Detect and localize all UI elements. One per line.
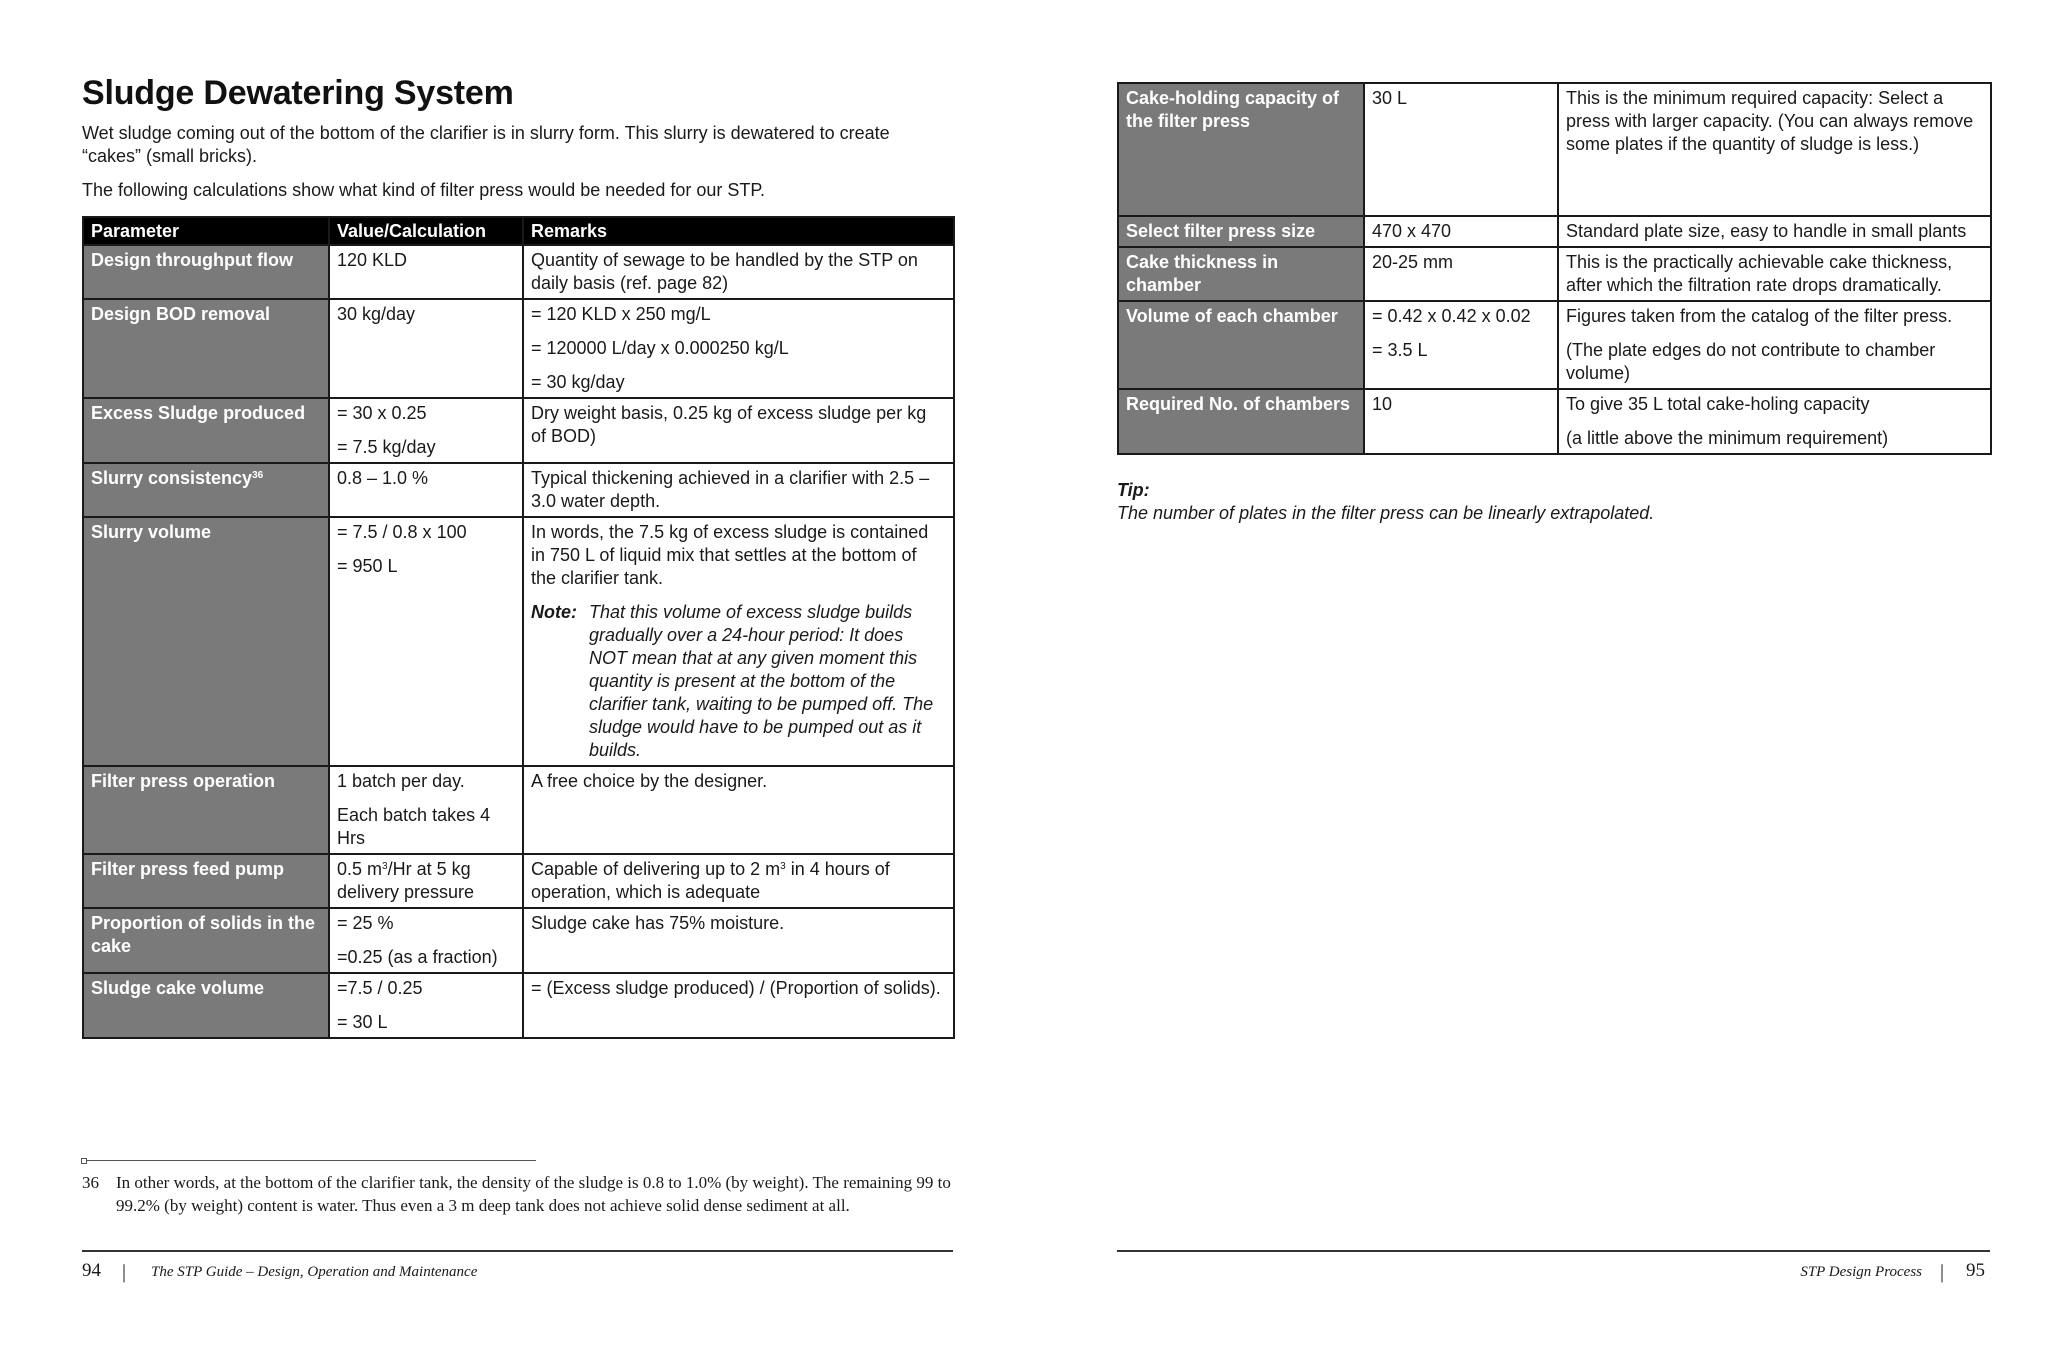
filter-press-sizing-table	[1117, 82, 1992, 455]
footer-divider	[1117, 1250, 1990, 1252]
remarks-part: Capable of delivering up to 2 m	[531, 859, 781, 879]
value-line: 120 KLD	[337, 250, 408, 270]
value-line: = 30 x 0.25	[337, 403, 427, 423]
table-row	[83, 766, 954, 854]
page-title: Sludge Dewatering System	[82, 74, 514, 112]
value-line: = 3.5 L	[1372, 340, 1428, 360]
table-row	[83, 973, 954, 1038]
value-part: /Hr at 5 kg delivery pressure	[337, 859, 475, 902]
table-row	[1118, 247, 1991, 301]
parameter-cell: Design BOD removal	[83, 299, 329, 398]
running-title: The STP Guide – Design, Operation and Maintenance	[151, 1264, 478, 1280]
note-text: That this volume of excess sludge builds gradually over a 24-hour period: It does NOT mean that at any given moment this quantity is present at the bottom of the clarifier tank, waiting to be pumped off. The sludge would have to be pumped out as it builds.	[589, 602, 934, 760]
remarks-cell	[523, 908, 954, 973]
value-cell	[329, 299, 523, 398]
remarks-line: To give 35 L total cake-holing capacity	[1566, 394, 1870, 414]
value-cell	[1364, 216, 1558, 247]
value-line: 1 batch per day.	[337, 771, 465, 791]
parameter-label: Slurry consistency	[91, 468, 253, 488]
value-line: =7.5 / 0.25	[337, 978, 423, 998]
value-line: 20-25 mm	[1372, 252, 1454, 272]
value-cell	[329, 245, 523, 299]
parameter-cell: Design throughput flow	[83, 245, 329, 299]
remarks-cell	[523, 398, 954, 463]
table-row	[83, 908, 954, 973]
table-row	[83, 398, 954, 463]
remarks-cell	[523, 973, 954, 1038]
remarks-line: Typical thickening achieved in a clarifier with 2.5 – 3.0 water depth.	[531, 468, 930, 511]
column-header: Parameter	[83, 217, 329, 245]
value-cell	[329, 973, 523, 1038]
value-line: = 950 L	[337, 556, 398, 576]
value-part: 0.5 m	[337, 859, 383, 879]
value-line: 0.8 – 1.0 %	[337, 468, 429, 488]
remarks-line: This is the practically achievable cake thickness, after which the filtration rate drops dramatically.	[1566, 252, 1953, 295]
value-line: = 25 %	[337, 913, 394, 933]
value-line: 470 x 470	[1372, 221, 1452, 241]
footnote-reference: 36	[252, 470, 264, 481]
value-line: = 30 L	[337, 1012, 388, 1032]
table-row	[83, 517, 954, 766]
remarks-cell	[523, 299, 954, 398]
tip-box	[1117, 479, 1654, 525]
value-cell	[1364, 83, 1558, 216]
superscript: 3	[382, 861, 388, 872]
tip-label: Tip:	[1117, 480, 1150, 500]
footer-separator: |	[1940, 1261, 1945, 1283]
table-row	[1118, 216, 1991, 247]
value-line: = 7.5 kg/day	[337, 437, 436, 457]
value-line: 30 kg/day	[337, 304, 416, 324]
table-row	[83, 463, 954, 517]
remarks-line: = (Excess sludge produced) / (Proportion of solids).	[531, 978, 941, 998]
value-line: Each batch takes 4 Hrs	[337, 805, 491, 848]
value-line: = 7.5 / 0.8 x 100	[337, 522, 467, 542]
footnote-divider	[82, 1160, 536, 1161]
value-cell	[329, 766, 523, 854]
remarks-cell	[1558, 247, 1991, 301]
parameter-cell: Required No. of chambers	[1118, 389, 1364, 454]
page-number: 94	[82, 1260, 101, 1281]
remarks-cell	[523, 517, 954, 766]
value-line: = 0.42 x 0.42 x 0.02	[1372, 306, 1531, 326]
parameter-cell: Filter press operation	[83, 766, 329, 854]
note	[531, 601, 946, 762]
note-label: Note:	[531, 602, 577, 622]
remarks-cell	[523, 463, 954, 517]
value-cell	[1364, 247, 1558, 301]
value-cell	[329, 398, 523, 463]
remarks-cell	[523, 854, 954, 908]
value-cell	[1364, 301, 1558, 389]
table-row	[1118, 389, 1991, 454]
table-row	[83, 245, 954, 299]
column-header: Value/Calculation	[329, 217, 523, 245]
value-line: 10	[1372, 394, 1393, 414]
intro-paragraph: Wet sludge coming out of the bottom of the clarifier is in slurry form. This slurry is dewatered to create “cakes” (small bricks).	[82, 123, 890, 166]
footnote	[82, 1171, 952, 1217]
remarks-line: In words, the 7.5 kg of excess sludge is contained in 750 L of liquid mix that settles at the bottom of the clarifier tank.	[531, 522, 929, 588]
column-header: Remarks	[523, 217, 954, 245]
table-row	[83, 299, 954, 398]
parameter-cell	[83, 463, 329, 517]
footnote-text: In other words, at the bottom of the clarifier tank, the density of the sludge is 0.8 to 1.0% (by weight). The remaining 99 to 99.2% (by weight) content is water. Thus even a 3 m deep tank does not achieve solid dense sediment at all.	[116, 1173, 951, 1215]
value-line: =0.25 (as a fraction)	[337, 947, 498, 967]
remarks-line: = 120000 L/day x 0.000250 kg/L	[531, 338, 789, 358]
remarks-line: Figures taken from the catalog of the filter press.	[1566, 306, 1953, 326]
remarks-line: (The plate edges do not contribute to chamber volume)	[1566, 340, 1936, 383]
parameter-cell: Cake thickness in chamber	[1118, 247, 1364, 301]
value-cell	[1364, 389, 1558, 454]
value-cell	[329, 908, 523, 973]
remarks-cell	[523, 766, 954, 854]
value-line: 30 L	[1372, 88, 1408, 108]
table-row	[1118, 83, 1991, 216]
filter-press-calculation-table	[82, 216, 955, 1039]
parameter-cell: Slurry volume	[83, 517, 329, 766]
table-header-row	[83, 217, 954, 245]
table-row	[83, 854, 954, 908]
remarks-line: Quantity of sewage to be handled by the STP on daily basis (ref. page 82)	[531, 250, 918, 293]
parameter-cell: Select filter press size	[1118, 216, 1364, 247]
intro-paragraph-2: The following calculations show what kind of filter press would be needed for our STP.	[82, 180, 766, 200]
remarks-cell	[1558, 301, 1991, 389]
remarks-cell	[1558, 389, 1991, 454]
footnote-number: 36	[82, 1173, 99, 1192]
remarks-part: in 4 hours of operation, which is adequate	[531, 859, 890, 902]
page-number: 95	[1966, 1260, 1985, 1281]
tip-text: The number of plates in the filter press can be linearly extrapolated.	[1117, 503, 1655, 523]
value-cell	[329, 463, 523, 517]
remarks-line: (a little above the minimum requirement)	[1566, 428, 1889, 448]
value-cell	[329, 854, 523, 908]
parameter-cell: Excess Sludge produced	[83, 398, 329, 463]
superscript: 3	[780, 861, 786, 872]
remarks-line: Sludge cake has 75% moisture.	[531, 913, 785, 933]
remarks-line: = 30 kg/day	[531, 372, 625, 392]
table-row	[1118, 301, 1991, 389]
remarks-line: = 120 KLD x 250 mg/L	[531, 304, 711, 324]
remarks-cell	[1558, 83, 1991, 216]
parameter-cell: Proportion of solids in the cake	[83, 908, 329, 973]
remarks-cell	[1558, 216, 1991, 247]
running-title: STP Design Process	[1800, 1264, 1922, 1280]
remarks-line: Dry weight basis, 0.25 kg of excess sludge per kg of BOD)	[531, 403, 927, 446]
remarks-line: This is the minimum required capacity: Select a press with larger capacity. (You can always remove some plates if the quantity of sludge is less.)	[1566, 88, 1974, 154]
footer-divider	[82, 1250, 953, 1252]
parameter-cell: Filter press feed pump	[83, 854, 329, 908]
remarks-line: Standard plate size, easy to handle in small plants	[1566, 221, 1967, 241]
parameter-cell: Sludge cake volume	[83, 973, 329, 1038]
parameter-cell: Cake-holding capacity of the filter press	[1118, 83, 1364, 216]
value-cell	[329, 517, 523, 766]
parameter-cell: Volume of each chamber	[1118, 301, 1364, 389]
remarks-line: A free choice by the designer.	[531, 771, 768, 791]
remarks-cell	[523, 245, 954, 299]
footer-separator: |	[122, 1261, 127, 1283]
